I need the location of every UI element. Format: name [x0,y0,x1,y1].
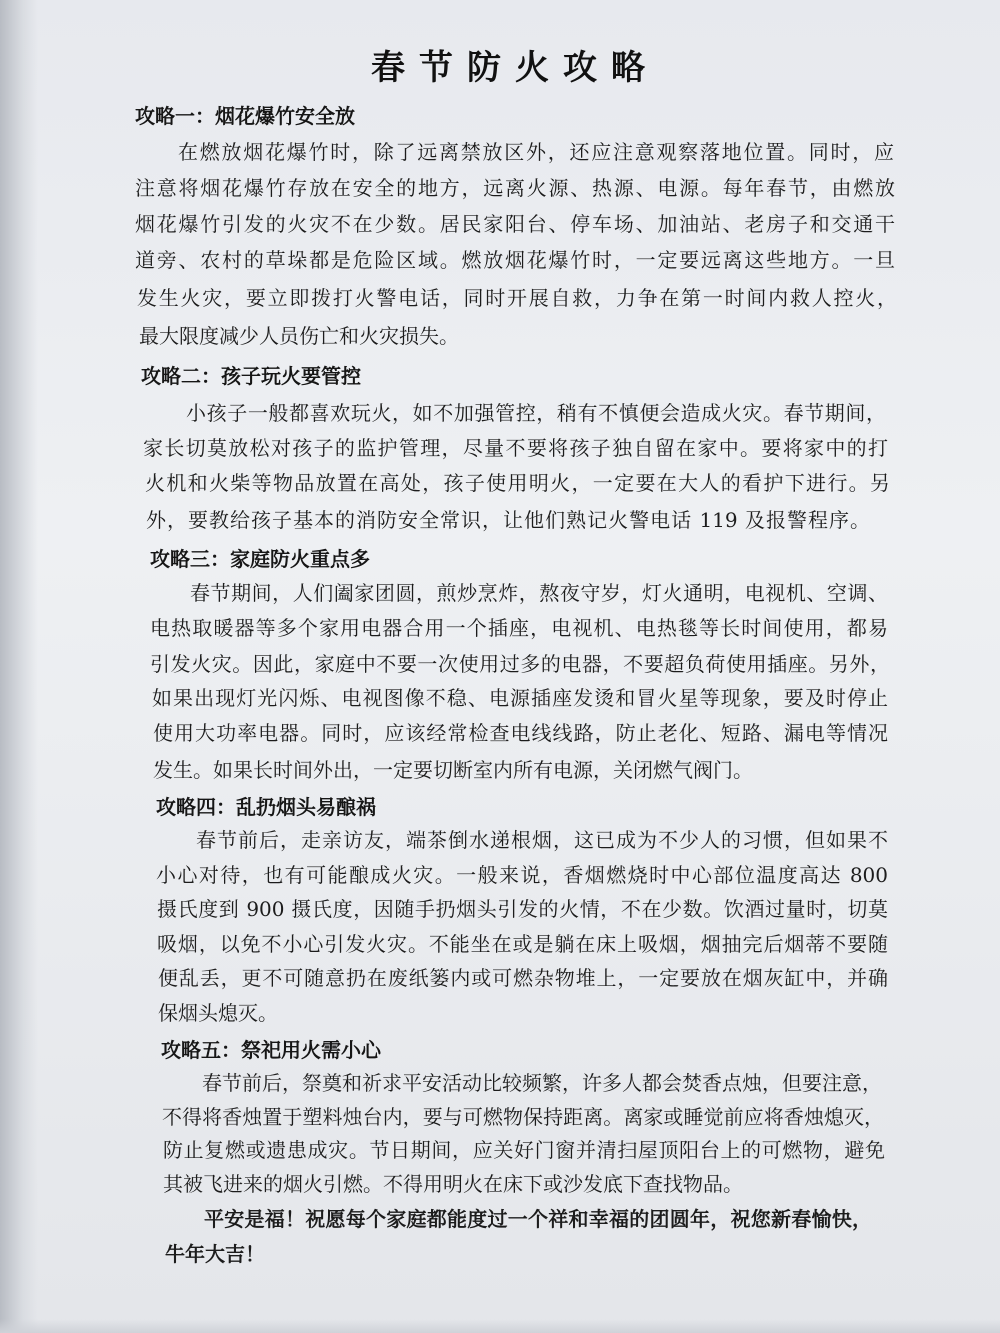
section-3-line-1: 春节期间，人们阖家团圆，煎炒烹炸，熬夜守岁，灯火通明，电视机、空调、 [190,581,888,605]
section-heading-1: 攻略一：烟花爆竹安全放 [135,104,355,128]
section-3-line-3: 引发火灾。因此，家庭中不要一次使用过多的电器，不要超负荷使用插座。另外， [150,652,890,676]
section-3-line-2: 电热取暖器等多个家用电器合用一个插座，电视机、电热毯等长时间使用，都易 [150,616,888,640]
section-3-line-4: 如果出现灯光闪烁、电视图像不稳、电源插座发烫和冒火星等现象，要及时停止 [152,686,888,710]
closing-line-1: 平安是福！祝愿每个家庭都能度过一个祥和幸福的团圆年，祝您新春愉快， [204,1207,872,1231]
section-4-line-1: 春节前后，走亲访友，端茶倒水递根烟，这已成为不少人的习惯，但如果不 [196,828,888,852]
section-3-line-6: 发生。如果长时间外出，一定要切断室内所有电源，关闭燃气阀门。 [153,758,753,782]
section-4-line-3: 摄氏度到 900 摄氏度，因随手扔烟头引发的火情，不在少数。饮酒过量时，切莫 [157,897,888,921]
section-5-line-1: 春节前后，祭奠和祈求平安活动比较频繁，许多人都会焚香点烛，但要注意， [202,1071,882,1095]
section-4-line-6: 保烟头熄灭。 [158,1001,278,1025]
section-5-line-4: 其被飞进来的烟火引燃。不得用明火在床下或沙发底下查找物品。 [163,1172,743,1196]
section-heading-4: 攻略四：乱扔烟头易酿祸 [156,795,376,819]
section-heading-2: 攻略二：孩子玩火要管控 [141,364,361,388]
section-4-line-4: 吸烟，以免不小心引发火灾。不能坐在或是躺在床上吸烟，烟抽完后烟蒂不要随 [157,932,888,956]
page-bottom-edge [0,1319,1000,1333]
section-2-line-3: 火机和火柴等物品放置在高处，孩子使用明火，一定要在大人的看护下进行。另 [145,471,890,495]
section-1-line-2: 注意将烟花爆竹存放在安全的地方，远离火源、热源、电源。每年春节，由燃放 [135,176,895,200]
closing-line-2: 牛年大吉！ [165,1242,265,1266]
section-2-line-1: 小孩子一般都喜欢玩火，如不加强管控，稍有不慎便会造成火灾。春节期间， [186,401,886,425]
section-4-line-5: 便乱丢，更不可随意扔在废纸篓内或可燃杂物堆上，一定要放在烟灰缸中，并确 [158,966,888,990]
section-heading-3: 攻略三：家庭防火重点多 [150,547,370,571]
section-2-line-2: 家长切莫放松对孩子的监护管理，尽量不要将孩子独自留在家中。要将家中的打 [143,436,888,460]
section-1-line-6: 最大限度减少人员伤亡和火灾损失。 [139,324,459,348]
section-1-line-1: 在燃放烟花爆竹时，除了远离禁放区外，还应注意观察落地位置。同时，应 [178,140,894,164]
section-3-line-5: 使用大功率电器。同时，应该经常检查电线线路，防止老化、短路、漏电等情况 [153,721,888,745]
section-1-line-3: 烟花爆竹引发的火灾不在少数。居民家阳台、停车场、加油站、老房子和交通干 [135,212,895,236]
section-5-line-3: 防止复燃或遗患成灾。节日期间，应关好门窗并清扫屋顶阳台上的可燃物，避免 [163,1138,885,1162]
section-1-line-5: 发生火灾，要立即拨打火警电话，同时开展自救，力争在第一时间内救人控火， [137,286,897,310]
page-edge-shadow [0,0,38,1333]
section-2-line-4: 外，要教给孩子基本的消防安全常识，让他们熟记火警电话 119 及报警程序。 [146,508,870,532]
section-5-line-2: 不得将香烛置于塑料烛台内，要与可燃物保持距离。离家或睡觉前应将香烛熄灭， [162,1105,884,1129]
document-title: 春节防火攻略 [371,48,659,88]
section-1-line-4: 道旁、农村的草垛都是危险区域。燃放烟花爆竹时，一定要远离这些地方。一旦 [135,248,895,272]
section-4-line-2: 小心对待，也有可能酿成火灾。一般来说，香烟燃烧时中心部位温度高达 800 [156,863,888,887]
section-heading-5: 攻略五：祭祀用火需小心 [161,1038,381,1062]
